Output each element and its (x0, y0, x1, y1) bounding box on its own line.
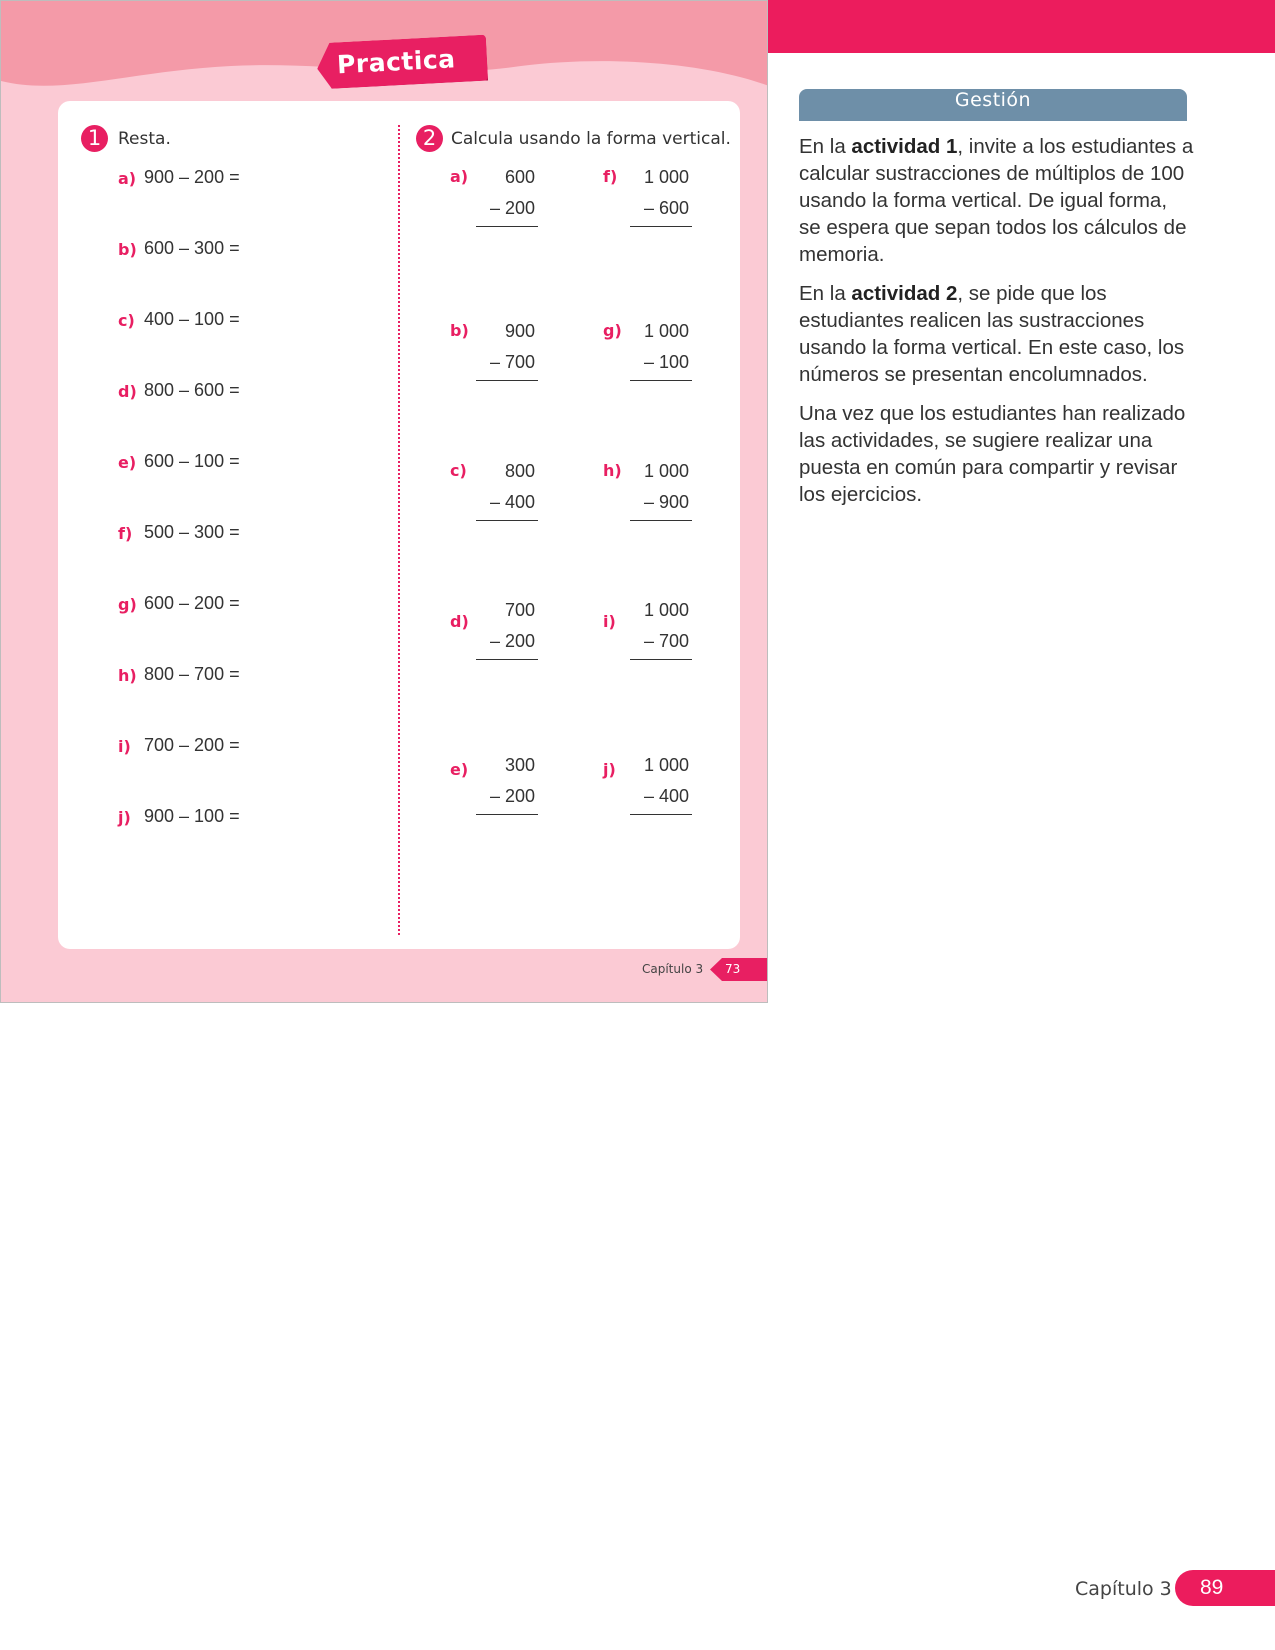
subtrahend: – 900 (630, 492, 692, 521)
minuend: 800 (504, 461, 535, 481)
activity-1-item-expression: 900 – 200 = (144, 167, 240, 187)
student-page-number: 73 (725, 962, 741, 976)
activity-2-item-letter: e) (450, 760, 469, 779)
activity-1-item-expression: 600 – 300 = (144, 238, 240, 258)
activity-2-item-letter: d) (450, 612, 469, 631)
minuend: 900 (504, 321, 535, 341)
activity-2-item-letter: h) (603, 461, 622, 480)
activity-1-item-expression: 500 – 300 = (144, 522, 240, 542)
activity-2-item-letter: a) (450, 167, 469, 186)
vertical-subtraction (476, 461, 538, 521)
activity-1-item-expression: 600 – 200 = (144, 593, 240, 613)
subtrahend: – 100 (630, 352, 692, 381)
activity-2-item-letter: i) (603, 612, 616, 631)
practica-banner (316, 35, 488, 90)
activity-1-item-letter: f) (118, 524, 133, 543)
student-footer-chapter: Capítulo 3 (642, 962, 704, 976)
activity-1-item-letter: h) (118, 666, 137, 685)
activity-1-item-letter: g) (118, 595, 137, 614)
vertical-subtraction (630, 321, 692, 381)
activity-1-item-expression: 800 – 700 = (144, 664, 240, 684)
minuend: 1 000 (643, 321, 689, 341)
activity-1-item-letter: e) (118, 453, 137, 472)
gestion-paragraph-3: Una vez que los estudiantes han realizado las actividades, se sugiere realizar una puesta en común para compartir y revisar los ejercicios. (799, 402, 1186, 506)
minuend: 1 000 (643, 755, 689, 775)
minuend: 1 000 (643, 167, 689, 187)
footer-page-tab (1175, 1570, 1275, 1606)
activity-1-item-letter: j) (118, 808, 131, 827)
minuend: 300 (504, 755, 535, 775)
subtrahend: – 400 (630, 786, 692, 815)
gestion-paragraph-2: En la actividad 2, se pide que los estudiantes realicen las sustracciones usando la forma vertical. En este caso, los números se presentan encolumnados. (799, 282, 1185, 386)
activity-1-item-letter: b) (118, 240, 137, 259)
activity-2-item-letter: f) (603, 167, 618, 186)
activity-1-item-expression: 700 – 200 = (144, 735, 240, 755)
activity-2-instruction: Calcula usando la forma vertical. (451, 129, 731, 149)
activity-1-item-expression: 900 – 100 = (144, 806, 240, 826)
subtrahend: – 200 (476, 631, 538, 660)
activity-2-badge: 2 (416, 125, 443, 152)
minuend: 700 (504, 600, 535, 620)
minuend: 1 000 (643, 461, 689, 481)
vertical-subtraction (476, 167, 538, 227)
vertical-subtraction (476, 600, 538, 660)
vertical-subtraction (630, 755, 692, 815)
student-page (0, 0, 768, 1003)
subtrahend: – 600 (630, 198, 692, 227)
vertical-subtraction (630, 461, 692, 521)
practica-label: Practica (336, 44, 457, 80)
activity-1-item-expression: 400 – 100 = (144, 309, 240, 329)
subtrahend: – 700 (630, 631, 692, 660)
activity-1-item-letter: a) (118, 169, 137, 188)
footer-page-number: 89 (1200, 1576, 1224, 1599)
minuend: 600 (504, 167, 535, 187)
activity-1-item-letter: c) (118, 311, 135, 330)
activity-1-item-letter: d) (118, 382, 137, 401)
activity-1-instruction: Resta. (118, 129, 171, 149)
vertical-subtraction (476, 321, 538, 381)
activity-1-item-letter: i) (118, 737, 131, 756)
subtrahend: – 400 (476, 492, 538, 521)
top-accent-bar (768, 0, 1275, 53)
footer-chapter: Capítulo 3 (1075, 1578, 1172, 1600)
activity-1-item-expression: 800 – 600 = (144, 380, 240, 400)
vertical-subtraction (476, 755, 538, 815)
subtrahend: – 700 (476, 352, 538, 381)
activity-2-item-letter: c) (450, 461, 467, 480)
minuend: 1 000 (643, 600, 689, 620)
gestion-header: Gestión (799, 89, 1187, 121)
activity-1-item-expression: 600 – 100 = (144, 451, 240, 471)
activity-1-badge: 1 (81, 125, 108, 152)
gestion-paragraph-1: En la actividad 1, invite a los estudiantes a calcular sustracciones de múltiplos de 100 usando la forma vertical. De igual forma, se espera que sepan todos los cálculos de memoria. (799, 135, 1194, 266)
vertical-subtraction (630, 167, 692, 227)
subtrahend: – 200 (476, 198, 538, 227)
activity-2-item-letter: j) (603, 760, 616, 779)
subtrahend: – 200 (476, 786, 538, 815)
activity-2-item-letter: g) (603, 321, 622, 340)
vertical-subtraction (630, 600, 692, 660)
column-divider (398, 125, 400, 935)
activity-2-item-letter: b) (450, 321, 469, 340)
